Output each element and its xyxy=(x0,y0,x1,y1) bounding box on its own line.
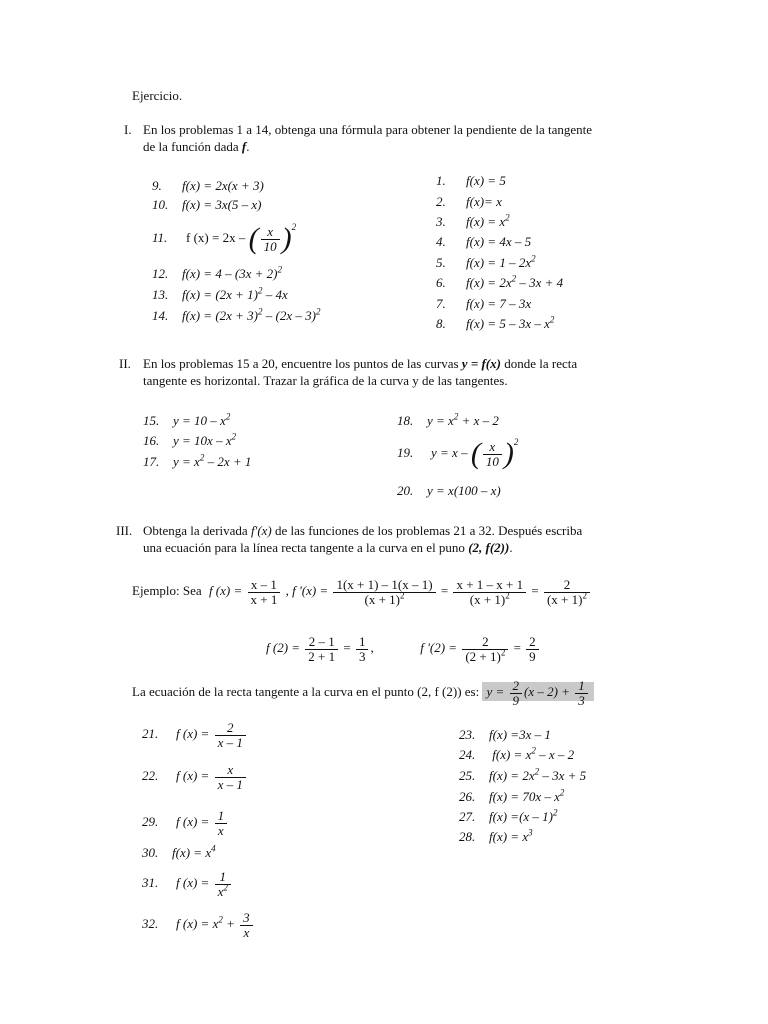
problem-5: 5. $f(x) = 1 - 2x^2$ xyxy=(436,253,536,270)
problem-13: 13. $f(x) = (2x + 1)^2 - 4x$ xyxy=(152,285,288,302)
problem-1: 1. f(x) = 5 xyxy=(436,173,506,188)
problem-3: 3. $f(x) = x^2$ xyxy=(436,212,510,229)
example-values: f (2) = $\frac{2 - 1}{2 + 1}$ = $\frac{1}{3}$ , f '(2) = $\frac{2}{(2 + 1)^2}$ = $\frac{2}{9}$ xyxy=(266,628,541,668)
problem-26: 26. $f(x) = 70x - x^2$ xyxy=(459,787,565,804)
problem-30: 30. $f(x) = x^4$ xyxy=(142,843,216,860)
problem-19: 19. y = x – ( $\frac{x}{10}$ )$^2$ xyxy=(397,437,519,471)
section-1-instructions-line2: de la función dada f. xyxy=(143,139,250,154)
problem-6: 6. $f(x) = 2x^2 - 3x + 4$ xyxy=(436,273,564,290)
problem-25: 25. $f(x) = 2x^2 - 3x + 5$ xyxy=(459,766,587,783)
problem-11: 11. f (x) = 2x – ( $\frac{x}{10}$ )$^2$ xyxy=(152,222,297,256)
section-3-instructions-line2: una ecuación para la línea recta tangente a la curva en el puno (2, f(2)). xyxy=(143,540,513,555)
problem-31: 31. f (x) = $\frac{1}{x^2}$ xyxy=(142,865,233,901)
problem-20: 20. y = x(100 – x) xyxy=(397,483,501,498)
problem-12: 12. $f(x) = 4 - (3x + 2)^2$ xyxy=(152,264,283,281)
problem-22: 22. f (x) = $\frac{x}{x - 1}$ xyxy=(142,758,248,794)
problem-4: 4. f(x) = 4x – 5 xyxy=(436,234,532,249)
problem-28: 28. $f(x) = x^3$ xyxy=(459,827,533,844)
problem-8: 8. $f(x) = 5 - 3x - x^2$ xyxy=(436,314,555,331)
section-1-numeral: I. xyxy=(124,122,132,137)
section-2-numeral: II. xyxy=(119,356,131,371)
page-title: Ejercicio. xyxy=(132,88,183,103)
problem-21: 21. f (x) = $\frac{2}{x - 1}$ xyxy=(142,716,248,752)
problem-14: 14. $f(x) = (2x + 3)^2 - (2x - 3)^2$ xyxy=(152,306,321,323)
problem-24: 24. $f(x) = x^2 - x - 2$ xyxy=(459,745,575,762)
problem-16: 16. $y = 10x - x^2$ xyxy=(143,431,237,448)
tangent-result-box: y = $\frac{2}{9}$ (x – 2) + $\frac{1}{3}$ xyxy=(482,682,593,701)
problem-23: 23. f(x) =3x – 1 xyxy=(459,727,551,742)
problem-10: 10. f(x) = 3x(5 – x) xyxy=(152,197,262,212)
example-derivative: Ejemplo: Sea f (x) = $\frac{x - 1}{x + 1}$ , f '(x) = $\frac{1(x + 1) - 1(x - 1)}{(x + 1)^2}$ = $\frac{x + 1 - x + 1}{(x + 1)^2}$ = $\frac{2}{(x + 1)^2}$ xyxy=(132,571,592,611)
problem-9: 9. f(x) = 2x(x + 3) xyxy=(152,178,264,193)
problem-32: 32. f $(x) = x^2$ + $\frac{3}{x}$ xyxy=(142,906,255,942)
section-2-instructions-line2: tangente es horizontal. Trazar la gráfica de la curva y de las tangentes. xyxy=(143,373,508,388)
section-3-instructions-line1: Obtenga la derivada f'(x) de las funciones de los problemas 21 a 32. Después escriba xyxy=(143,523,583,538)
example-tangent-equation: La ecuación de la recta tangente a la curva en el punto (2, f (2)) es: y = $\frac{2}{9}$ (x – 2) + $\frac{1}{3}$ xyxy=(132,674,594,710)
problem-2: 2. f(x)= x xyxy=(436,194,502,209)
section-1-instructions-line1: En los problemas 1 a 14, obtenga una fórmula para obtener la pendiente de la tangente xyxy=(143,122,593,137)
section-3-numeral: III. xyxy=(116,523,133,538)
problem-27: 27. f(x) =(x – 1)$^2$ xyxy=(459,807,558,824)
problem-7: 7. f(x) = 7 – 3x xyxy=(436,296,532,311)
problem-29: 29. f (x) = $\frac{1}{x}$ xyxy=(142,804,229,840)
problem-15: 15. $y = 10 - x^2$ xyxy=(143,411,231,428)
section-2-instructions-line1: En los problemas 15 a 20, encuentre los puntos de las curvas y = f(x) donde la recta xyxy=(143,356,578,371)
problem-17: 17. $y = x^2 - 2x + 1$ xyxy=(143,452,252,469)
problem-18: 18. $y = x^2 + x - 2$ xyxy=(397,411,499,428)
